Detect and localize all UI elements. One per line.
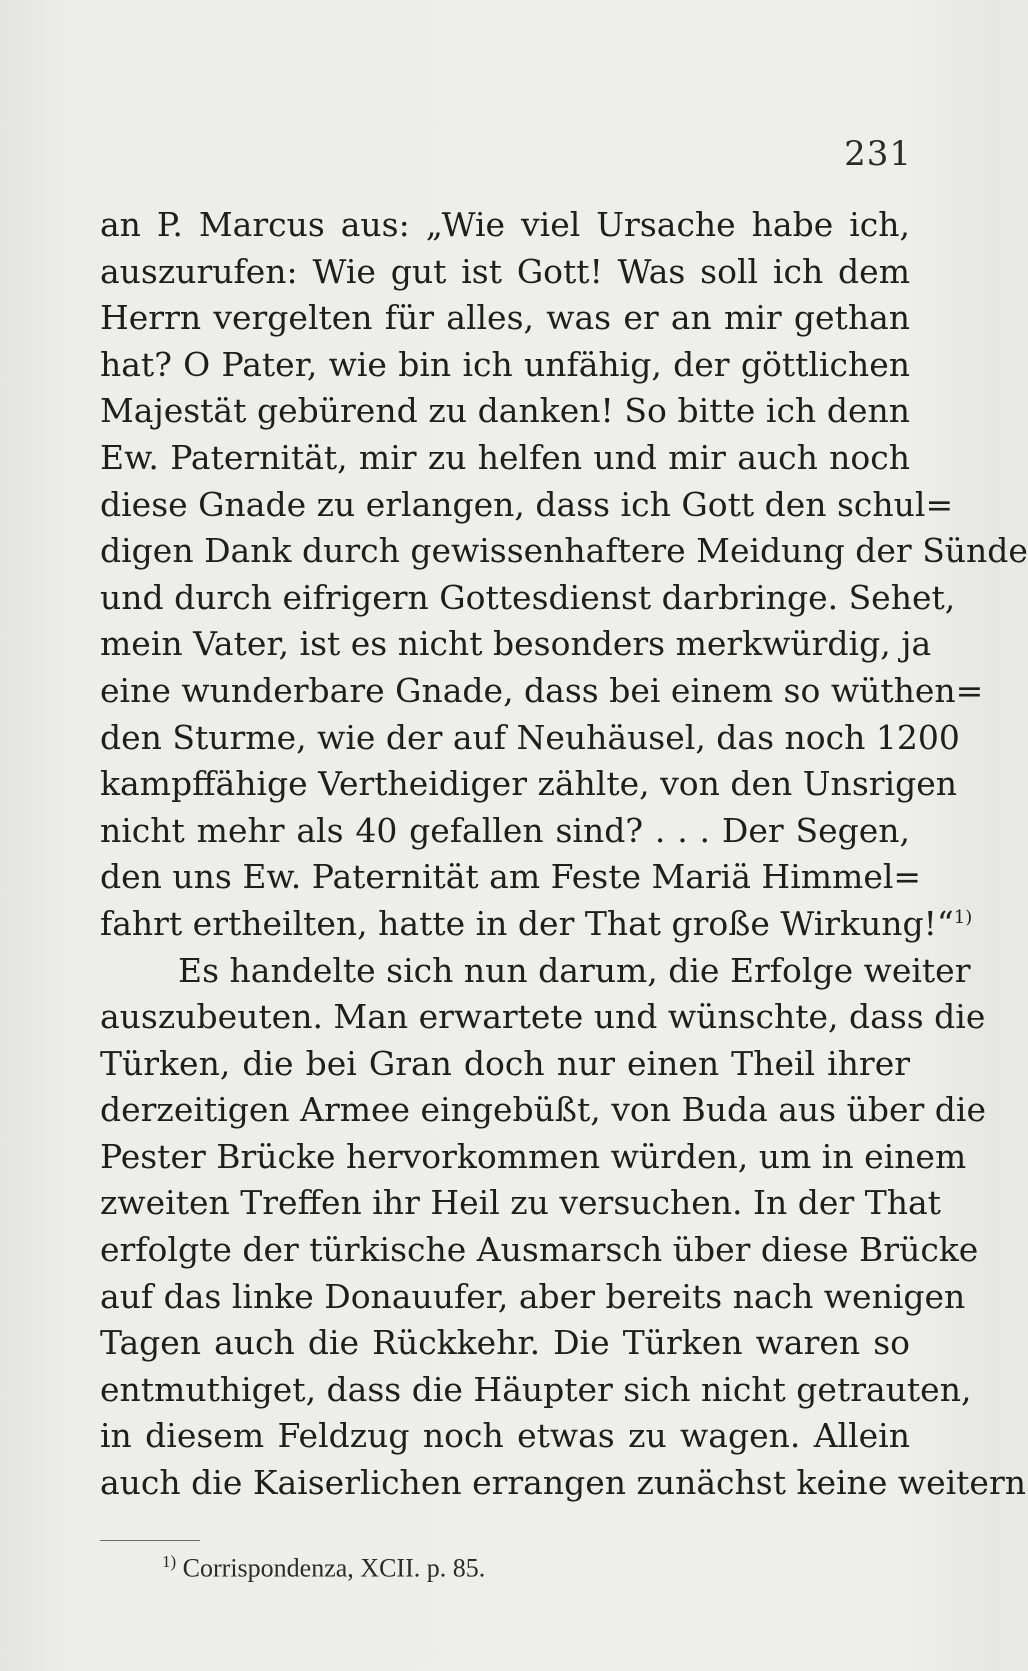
text-line: mein Vater, ist es nicht besonders merkwürdig, ja: [100, 624, 932, 664]
text-line: den Sturme, wie der auf Neuhäusel, das noch 1200: [100, 717, 960, 757]
footnote-mark: 1): [162, 1552, 177, 1571]
paragraph-start-line: Es handelte sich nun darum, die Erfolge weiter: [178, 950, 971, 990]
page-number: 231: [844, 134, 912, 174]
text-line: eine wunderbare Gnade, dass bei einem so wüthen=: [100, 670, 984, 710]
text-line: hat? O Pater, wie bin ich unfähig, der göttlichen: [100, 344, 910, 384]
text-line: in diesem Feldzug noch etwas zu wagen. Allein: [100, 1416, 910, 1456]
text-line: zweiten Treffen ihr Heil zu versuchen. In der That: [100, 1183, 941, 1223]
paragraph-end-line: [100, 901, 973, 948]
text-line: auf das linke Donauufer, aber bereits nach wenigen: [100, 1276, 966, 1316]
text-line: Türken, die bei Gran doch nur einen Theil ihrer: [100, 1043, 910, 1083]
text-line: Majestät gebürend zu danken! So bitte ich denn: [100, 391, 910, 431]
footnote-reference: 1): [953, 906, 973, 928]
text-line: auszurufen: Wie gut ist Gott! Was soll ich dem: [100, 251, 910, 291]
text-line: Tagen auch die Rückkehr. Die Türken waren so: [100, 1323, 910, 1363]
text-line: an P. Marcus aus: „Wie viel Ursache habe ich,: [100, 205, 910, 244]
text-line: den uns Ew. Paternität am Feste Mariä Himmel=: [100, 857, 922, 897]
text-line: erfolgte der türkische Ausmarsch über diese Brücke: [100, 1230, 979, 1270]
text-line: auszubeuten. Man erwartete und wünschte, dass die: [100, 997, 986, 1037]
text-line: Pester Brücke hervorkommen würden, um in einem: [100, 1136, 967, 1176]
text-line: entmuthiget, dass die Häupter sich nicht getrauten,: [100, 1369, 972, 1409]
footnote-text: Corrispondenza, XCII. p. 85.: [182, 1553, 486, 1583]
text-line: derzeitigen Armee eingebüßt, von Buda aus über die: [100, 1090, 986, 1130]
footnote-divider: [100, 1540, 200, 1541]
text-line: nicht mehr als 40 gefallen sind? . . . Der Segen,: [100, 810, 910, 850]
text-line: Ew. Paternität, mir zu helfen und mir auch noch: [100, 437, 910, 477]
footnote: [162, 1545, 485, 1586]
text-line: diese Gnade zu erlangen, dass ich Gott den schul=: [100, 484, 954, 524]
text-line: auch die Kaiserlichen errangen zunächst keine weitern: [100, 1463, 1026, 1503]
body-text: [100, 202, 1028, 1507]
text-line: fahrt ertheilten, hatte in der That große Wirkung!“: [100, 903, 954, 943]
text-line: Herrn vergelten für alles, was er an mir gethan: [100, 298, 910, 338]
text-line: und durch eifrigern Gottesdienst darbringe. Sehet,: [100, 577, 956, 617]
text-line: kampffähige Vertheidiger zählte, von den Unsrigen: [100, 764, 957, 804]
text-line: digen Dank durch gewissenhaftere Meidung der Sünde: [100, 531, 1028, 571]
